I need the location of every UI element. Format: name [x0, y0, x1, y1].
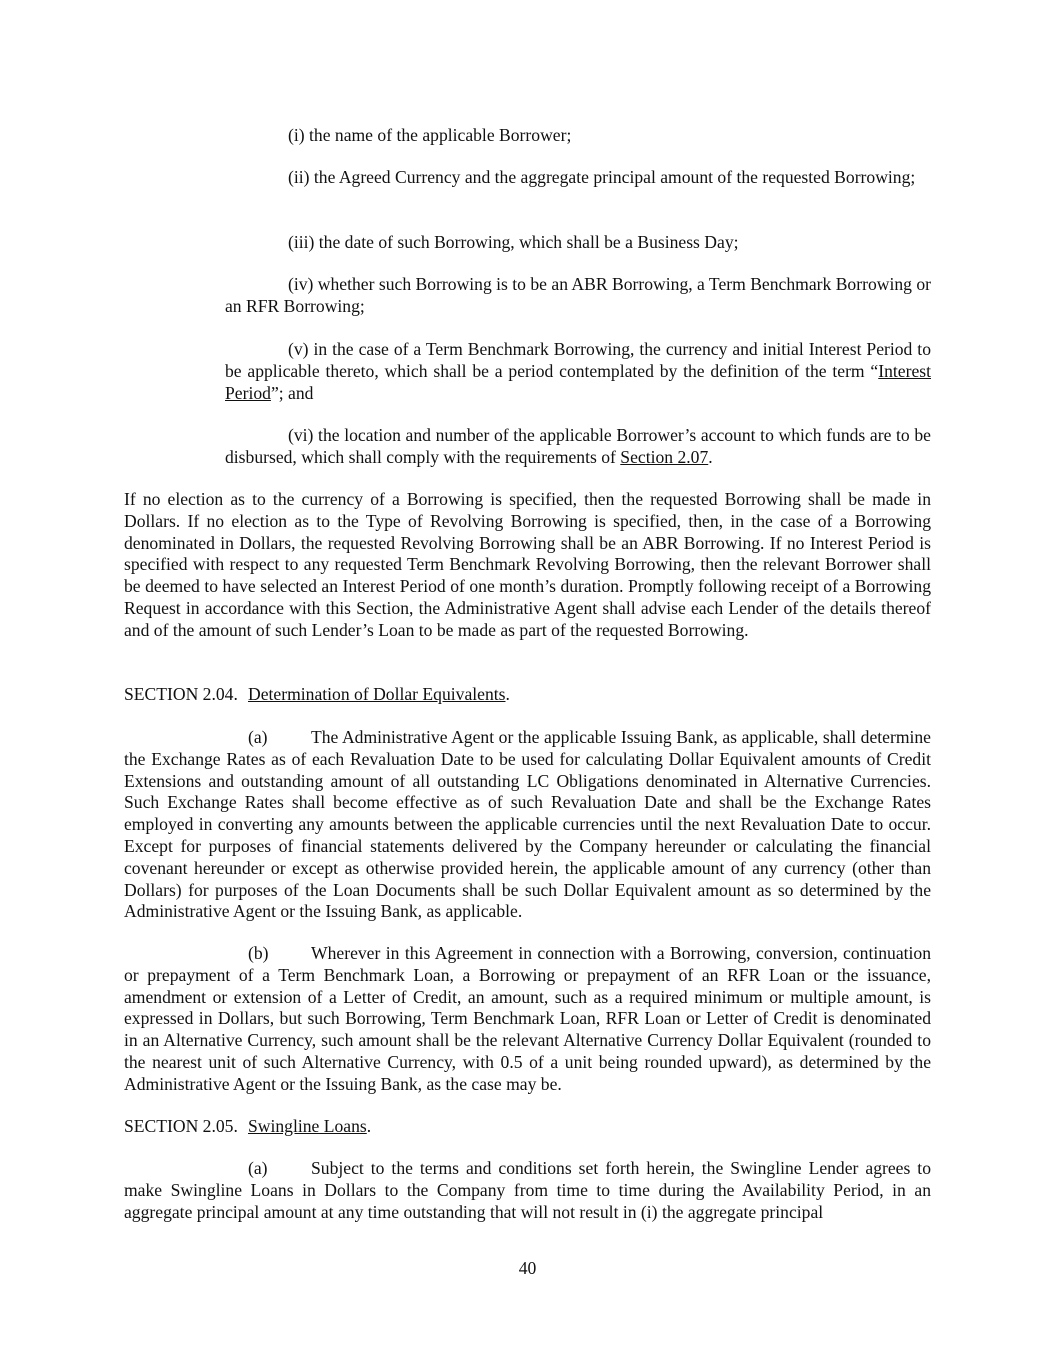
section-204-b — [124, 943, 931, 1096]
item-v-end: ”; and — [270, 382, 314, 403]
section-204-punct: . — [505, 684, 510, 704]
election-paragraph: If no election as to the currency of a Borrowing is specified, then the requested Borrowing shall be made in Dollars. If no election as to the Type of Revolving Borrowing is specified, then, in the case of a Borrowing denominated in Dollars, the requested Revolving Borrowing shall be an ABR Borrowing. If no Interest Period is specified with respect to any requested Term Benchmark Revolving Borrowing, then the relevant Borrower shall be deemed to have selected an Interest Period of one month’s duration. Promptly following receipt of a Borrowing Request in accordance with this Section, the Administrative Agent shall advise each Lender of the details thereof and of the amount of such Lender’s Loan to be made as part of the requested Borrowing. — [124, 489, 931, 640]
item-iv: (iv) whether such Borrowing is to be an ABR Borrowing, a Term Benchmark Borrowing or an RFR Borrowing; — [225, 274, 931, 316]
page-number: 40 — [518, 1258, 537, 1278]
section-205-number: SECTION 2.05. — [124, 1116, 238, 1136]
section-205-a — [124, 1158, 931, 1223]
section-207-link[interactable]: Section 2.07 — [620, 446, 709, 467]
item-v — [225, 339, 931, 404]
section-205-a-text: Subject to the terms and conditions set forth herein, the Swingline Lender agrees to make Swingline Loans in Dollars to the Company from time to time during the Availability Period, in an aggregate principal amount at any time outstanding that will not result in (i) the aggregate principal — [124, 1158, 931, 1222]
section-204-b-label: (b) — [248, 943, 269, 963]
item-iii: (iii) the date of such Borrowing, which shall be a Business Day; — [288, 232, 739, 252]
section-205-title: Swingline Loans — [248, 1116, 367, 1136]
item-vi-text: (vi) the location and number of the applicable Borrower’s account to which funds are to be disbursed, which shall comply with the requirements of — [225, 425, 931, 467]
interest-period-link[interactable]: Interest Period — [225, 360, 931, 403]
section-205-a-label: (a) — [248, 1158, 268, 1178]
item-vi-end: . — [708, 446, 713, 467]
item-vi — [225, 425, 931, 469]
section-204-b-text: Wherever in this Agreement in connection with a Borrowing, conversion, continuation or prepayment of a Term Benchmark Loan, a Borrowing or prepayment of an RFR Loan or the issuance, amendment or extension of a Letter of Credit, an amount, such as a required minimum or multiple amount, is expressed in Dollars, but such Borrowing, Term Benchmark Loan, RFR Loan or Letter of Credit is denominated in an Alternative Currency, such amount shall be the relevant Alternative Currency Dollar Equivalent (rounded to the nearest unit of such Alternative Currency, with 0.5 of a unit being rounded upward), as determined by the Administrative Agent or the Issuing Bank, as the case may be. — [124, 943, 931, 1094]
item-i: (i) the name of the applicable Borrower; — [288, 125, 572, 145]
section-204-a-label: (a) — [248, 727, 268, 747]
item-v-text: (v) in the case of a Term Benchmark Borrowing, the currency and initial Interest Period to be applicable thereto, which shall be a period contemplated by the definition of the term “ — [225, 339, 931, 381]
section-205-punct: . — [366, 1116, 372, 1136]
section-204-a-text: The Administrative Agent or the applicable Issuing Bank, as applicable, shall determine the Exchange Rates as of each Revaluation Date to be used for calculating Dollar Equivalent amounts of Credit Extensions and outstanding amount of all outstanding LC Obligations denominated in Alternative Currencies. Such Exchange Rates shall become effective as of such Revaluation Date and shall be the Exchange Rates employed in converting any amounts between the applicable currencies until the next Revaluation Date to occur. Except for purposes of financial statements delivered by the Company hereunder or calculating the financial covenant hereunder or except as otherwise provided herein, the applicable amount of any currency (other than Dollars) for purposes of the Loan Documents shall be such Dollar Equivalent amount as so determined by the Administrative Agent or the Issuing Bank, as applicable. — [124, 727, 931, 922]
section-204-heading — [124, 684, 931, 706]
section-204-number: SECTION 2.04. — [124, 684, 238, 704]
section-204-a — [124, 727, 931, 923]
section-204-title: Determination of Dollar Equivalents — [248, 684, 506, 704]
section-205-heading — [124, 1116, 931, 1138]
item-ii: (ii) the Agreed Currency and the aggregate principal amount of the requested Borrowing; — [288, 167, 916, 187]
